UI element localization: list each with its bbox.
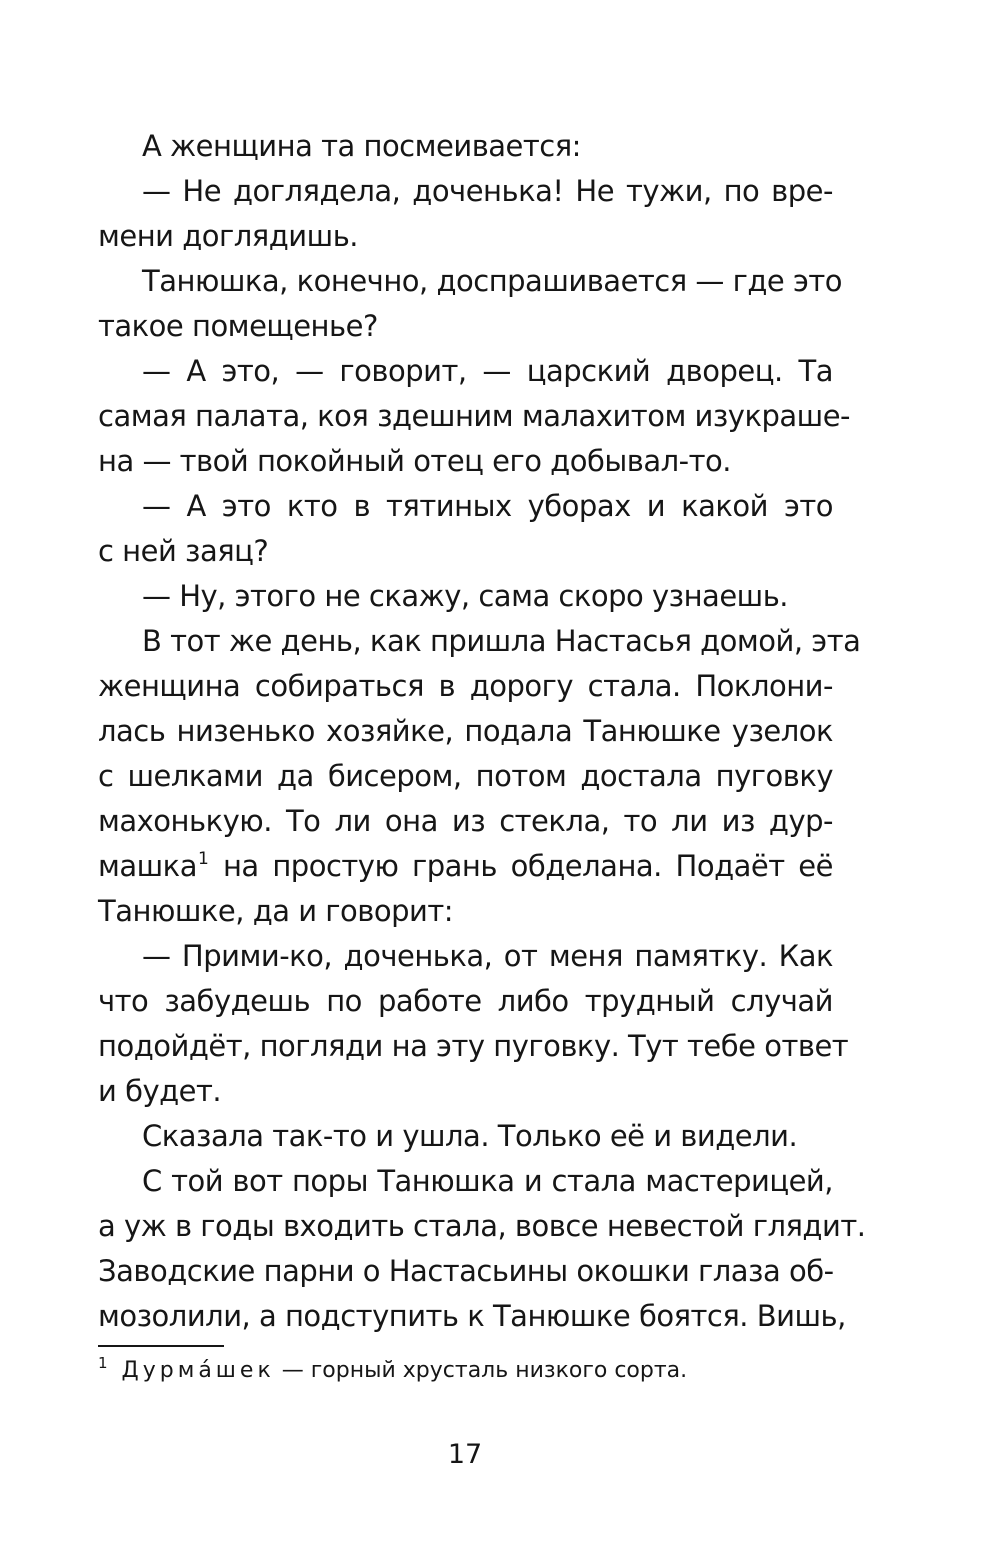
text-line: Заводские парни о Настасьины окошки глаза об- <box>98 1254 834 1288</box>
text-line: Танюшке, да и говорит: <box>98 894 454 928</box>
text-line: — А это, — говорит, — царский дворец. Та <box>142 354 833 388</box>
text-line: — Прими-ко, доченька, от меня памятку. Как <box>142 939 833 973</box>
text-line: что забудешь по работе либо трудный случай <box>98 984 833 1018</box>
text-line: с шелками да бисером, потом достала пуговку <box>98 759 833 793</box>
text-line: — Ну, этого не скажу, сама скоро узнаешь. <box>142 579 789 613</box>
text-line: — Не доглядела, доченька! Не тужи, по вре- <box>142 174 833 208</box>
footnote-reference[interactable]: 1 <box>197 849 209 869</box>
text-line: женщина собираться в дорогу стала. Поклони- <box>98 669 833 703</box>
text-line: мозолили, а подступить к Танюшке боятся. Вишь, <box>98 1299 846 1333</box>
text-line: мени доглядишь. <box>98 219 358 253</box>
text-line: такое помещенье? <box>98 309 378 343</box>
text-line: на — твой покойный отец его добывал-то. <box>98 444 731 478</box>
text-line: лась низенько хозяйке, подала Танюшке узелок <box>98 714 833 748</box>
footnote-number: 1 <box>98 1354 108 1372</box>
text-line: с ней заяц? <box>98 534 269 568</box>
page-number: 17 <box>447 1439 483 1470</box>
text-fragment: машка <box>98 849 197 883</box>
text-line <box>98 844 833 889</box>
text-fragment: на простую грань обделана. Подаёт её <box>209 849 833 883</box>
text-line: Танюшка, конечно, доспрашивается — где это <box>142 264 843 298</box>
text-line: подойдёт, погляди на эту пуговку. Тут тебе ответ <box>98 1029 849 1063</box>
text-line: а уж в годы входить стала, вовсе невестой глядит. <box>98 1209 866 1243</box>
text-line: — А это кто в тятиных уборах и какой это <box>142 489 833 523</box>
text-line: махонькую. То ли она из стекла, то ли из дур- <box>98 804 833 838</box>
body-text <box>98 124 866 1339</box>
text-line: В тот же день, как пришла Настасья домой, эта <box>142 624 861 658</box>
text-line: самая палата, коя здешним малахитом изукраше- <box>98 399 851 433</box>
footnote-term: Дурма́шек <box>121 1358 275 1383</box>
text-line: С той вот поры Танюшка и стала мастерицей, <box>142 1164 833 1198</box>
text-line: А женщина та посмеивается: <box>142 129 581 163</box>
footnote-divider <box>98 1345 224 1347</box>
text-line: Сказала так-то и ушла. Только её и видели. <box>142 1119 798 1153</box>
footnote-definition: — горный хрусталь низкого сорта. <box>274 1358 688 1383</box>
text-line: и будет. <box>98 1074 222 1108</box>
footnote <box>98 1351 833 1391</box>
